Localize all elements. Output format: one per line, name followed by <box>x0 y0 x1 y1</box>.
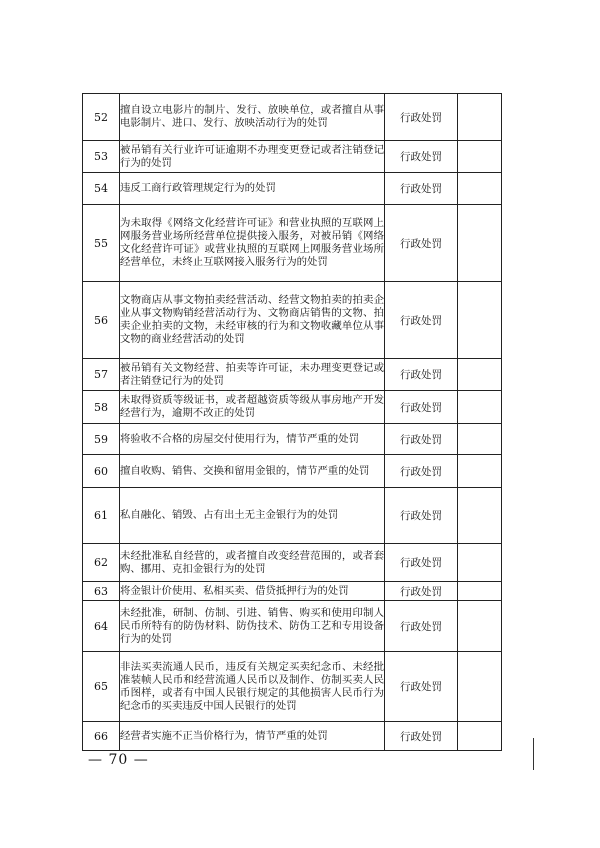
row-item-text: 违反工商行政管理规定行为的处罚 <box>120 173 385 205</box>
row-number: 53 <box>83 141 120 173</box>
table-row <box>83 173 502 205</box>
row-number: 63 <box>83 582 120 601</box>
row-note-cell <box>458 455 502 488</box>
row-item-text: 经营者实施不正当价格行为，情节严重的处罚 <box>120 722 385 751</box>
row-note-cell <box>458 205 502 282</box>
row-note-cell <box>458 391 502 424</box>
table-row <box>83 601 502 652</box>
row-category: 行政处罚 <box>385 601 458 652</box>
row-item-text: 未取得资质等级证书，或者超越资质等级从事房地产开发经营行为，逾期不改正的处罚 <box>120 391 385 424</box>
row-item-text: 将金银计价使用、私相买卖、借贷抵押行为的处罚 <box>120 582 385 601</box>
row-item-text: 擅自收购、销售、交换和留用金银的，情节严重的处罚 <box>120 455 385 488</box>
row-category: 行政处罚 <box>385 205 458 282</box>
row-note-cell <box>458 601 502 652</box>
row-note-cell <box>458 544 502 582</box>
table-row <box>83 488 502 544</box>
row-note-cell <box>458 173 502 205</box>
row-number: 52 <box>83 94 120 141</box>
row-category: 行政处罚 <box>385 652 458 722</box>
row-item-text: 非法买卖流通人民币，违反有关规定买卖纪念币、未经批准装帧人民币和经营流通人民币以及制作、仿制买卖人民币图样，或者有中国人民银行规定的其他损害人民币行为纪念币的买卖违反中国人民银行的处罚 <box>120 652 385 722</box>
row-note-cell <box>458 652 502 722</box>
row-category: 行政处罚 <box>385 173 458 205</box>
row-note-cell <box>458 359 502 391</box>
row-note-cell <box>458 722 502 751</box>
row-number: 62 <box>83 544 120 582</box>
row-category: 行政处罚 <box>385 722 458 751</box>
table-row <box>83 424 502 455</box>
row-category: 行政处罚 <box>385 582 458 601</box>
row-number: 64 <box>83 601 120 652</box>
row-number: 57 <box>83 359 120 391</box>
row-number: 58 <box>83 391 120 424</box>
table-row <box>83 141 502 173</box>
row-category: 行政处罚 <box>385 424 458 455</box>
row-note-cell <box>458 424 502 455</box>
row-category: 行政处罚 <box>385 455 458 488</box>
row-category: 行政处罚 <box>385 391 458 424</box>
row-category: 行政处罚 <box>385 94 458 141</box>
row-category: 行政处罚 <box>385 282 458 359</box>
row-item-text: 未经批准，研制、仿制、引进、销售、购买和使用印制人民币所特有的防伪材料、防伪技术、防伪工艺和专用设备行为的处罚 <box>120 601 385 652</box>
page-number: — 70 — <box>88 752 149 768</box>
row-item-text: 被吊销有关文物经营、拍卖等许可证，未办理变更登记或者注销登记行为的处罚 <box>120 359 385 391</box>
row-category: 行政处罚 <box>385 544 458 582</box>
row-number: 61 <box>83 488 120 544</box>
table-row <box>83 205 502 282</box>
table-row <box>83 282 502 359</box>
table-row <box>83 391 502 424</box>
row-item-text: 文物商店从事文物拍卖经营活动、经营文物拍卖的拍卖企业从事文物购销经营活动行为、文物商店销售的文物、拍卖企业拍卖的文物，未经审核的行为和文物收藏单位从事文物的商业经营活动的处罚 <box>120 282 385 359</box>
row-number: 65 <box>83 652 120 722</box>
row-category: 行政处罚 <box>385 488 458 544</box>
table-row <box>83 652 502 722</box>
row-number: 59 <box>83 424 120 455</box>
table-row <box>83 455 502 488</box>
row-item-text: 未经批准私自经营的，或者擅自改变经营范围的，或者套购、挪用、克扣金银行为的处罚 <box>120 544 385 582</box>
row-number: 60 <box>83 455 120 488</box>
table-row <box>83 359 502 391</box>
row-item-text: 将验收不合格的房屋交付使用行为，情节严重的处罚 <box>120 424 385 455</box>
row-number: 56 <box>83 282 120 359</box>
row-note-cell <box>458 94 502 141</box>
table-row <box>83 94 502 141</box>
table-body <box>83 94 502 751</box>
row-item-text: 擅自设立电影片的制片、发行、放映单位，或者擅自从事电影制片、进口、发行、放映活动行为的处罚 <box>120 94 385 141</box>
table-row <box>83 722 502 751</box>
row-note-cell <box>458 141 502 173</box>
row-item-text: 被吊销有关行业许可证逾期不办理变更登记或者注销登记行为的处罚 <box>120 141 385 173</box>
row-number: 66 <box>83 722 120 751</box>
row-item-text: 为未取得《网络文化经营许可证》和营业执照的互联网上网服务营业场所经营单位提供接入服务，对被吊销《网络文化经营许可证》或营业执照的互联网上网服务营业场所经营单位，未终止互联网接入服务行为的处罚 <box>120 205 385 282</box>
row-note-cell <box>458 582 502 601</box>
row-category: 行政处罚 <box>385 141 458 173</box>
row-category: 行政处罚 <box>385 359 458 391</box>
row-note-cell <box>458 488 502 544</box>
row-note-cell <box>458 282 502 359</box>
row-item-text: 私自融化、销毁、占有出土无主金银行为的处罚 <box>120 488 385 544</box>
table-row <box>83 582 502 601</box>
row-number: 54 <box>83 173 120 205</box>
margin-line <box>533 738 534 770</box>
table-row <box>83 544 502 582</box>
item-table <box>82 93 502 751</box>
row-number: 55 <box>83 205 120 282</box>
